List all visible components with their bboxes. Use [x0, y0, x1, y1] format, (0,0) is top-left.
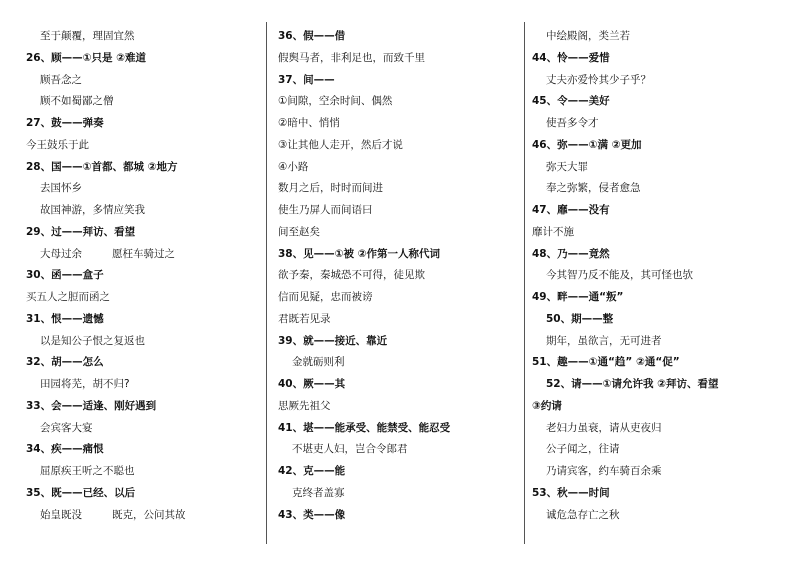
- entry-heading: [278, 461, 518, 483]
- line-text: ③约请: [532, 399, 562, 412]
- line-text: ②暗中、悄悄: [278, 117, 340, 129]
- example-line: [278, 287, 518, 309]
- example-line: [532, 113, 772, 135]
- line-text: 以是知公子恨之复返也: [40, 334, 145, 347]
- example-line: [532, 157, 772, 179]
- entry-heading: [26, 439, 260, 461]
- example-line: [532, 178, 772, 200]
- line-text: 46、弥——①满 ②更加: [532, 138, 642, 151]
- example-line: [26, 244, 260, 266]
- entry-heading: [26, 48, 260, 70]
- line-text: 买五人之脰而函之: [26, 291, 110, 303]
- entry-heading: [26, 309, 260, 331]
- entry-heading: [532, 396, 772, 418]
- line-text: 38、见——①被 ②作第一人称代词: [278, 247, 441, 260]
- line-text: 30、函——盒子: [26, 269, 104, 282]
- line-text: 数月之后，时时而间进: [278, 182, 383, 195]
- entry-heading: [532, 287, 772, 309]
- line-text: 使吾多令才: [546, 117, 599, 129]
- line-text: 44、怜——爱惜: [532, 51, 610, 64]
- line-text: 老妇力虽衰，请从吏夜归: [546, 421, 662, 434]
- entry-heading: [278, 374, 518, 396]
- line-text: 53、秋——时间: [532, 486, 610, 499]
- line-text: 26、顾——①只是 ②难道: [26, 51, 147, 64]
- line-text: 奉之弥繁，侵者愈急: [546, 182, 641, 195]
- line-text: 39、就——接近、靠近: [278, 334, 388, 347]
- entry-heading: [532, 309, 772, 331]
- line-text: 32、胡——怎么: [26, 356, 104, 369]
- entry-heading: [532, 483, 772, 505]
- example-line: [278, 222, 518, 244]
- line-text: 41、堪——能承受、能禁受、能忍受: [278, 421, 451, 434]
- line-text: 50、期——整: [546, 312, 614, 325]
- line-text: 金就砺则利: [292, 356, 345, 369]
- line-text: ④小路: [278, 160, 309, 173]
- line-text: 间至赵矣: [278, 225, 320, 238]
- line-text: 42、克——能: [278, 465, 346, 477]
- line-text: 克终者盖寡: [292, 486, 345, 499]
- example-line: [26, 70, 260, 92]
- line-text: 靡计不施: [532, 225, 574, 238]
- line-text: 29、过——拜访、看望: [26, 225, 136, 238]
- line-text: 田园将芜，胡不归?: [40, 378, 130, 390]
- line-text: 期年，虽欲言，无可进者: [546, 334, 662, 347]
- line-text: ①间隙，空余时间、偶然: [278, 95, 393, 108]
- line-text: 47、靡——没有: [532, 204, 610, 216]
- line-text: 35、既——已经、以后: [26, 486, 136, 499]
- line-text: 故国神游，多情应笑我: [40, 204, 145, 216]
- entry-heading: [278, 244, 518, 266]
- line-text: 使生乃屏人而间语曰: [278, 204, 373, 216]
- example-line: [26, 374, 260, 396]
- example-line: [532, 418, 772, 440]
- example-line: [26, 200, 260, 222]
- line-text: 中绘殿阁，类兰若: [546, 30, 630, 42]
- entry-heading: [278, 418, 518, 440]
- example-line: [26, 26, 260, 48]
- line-text: 弥天大罪: [546, 160, 588, 173]
- entry-heading: [532, 135, 772, 157]
- line-text: ③让其他人走开，然后才说: [278, 138, 403, 151]
- line-text: 今王鼓乐于此: [26, 138, 89, 151]
- line-text: 40、厥——其: [278, 378, 346, 390]
- example-line: [278, 396, 518, 418]
- entry-heading: [26, 352, 260, 374]
- example-line: [532, 222, 772, 244]
- column-3: [532, 26, 772, 526]
- line-text: 今其智乃反不能及，其可怪也欤: [546, 269, 693, 282]
- column-1: [26, 26, 260, 526]
- example-line: [278, 439, 518, 461]
- entry-heading: [26, 483, 260, 505]
- entry-heading: [26, 222, 260, 244]
- line-text: 大母过余: [40, 247, 82, 260]
- entry-heading: [532, 244, 772, 266]
- line-text: 顾不如蜀鄙之僧: [40, 95, 114, 108]
- entry-heading: [278, 26, 518, 48]
- example-line: [278, 113, 518, 135]
- line-text: 33、会——适逢、刚好遇到: [26, 399, 157, 412]
- line-text: 31、恨——遗憾: [26, 312, 104, 325]
- entry-heading: [532, 48, 772, 70]
- line-text: 假舆马者，非利足也，而致千里: [278, 51, 425, 64]
- line-text: 27、鼓——弹奏: [26, 117, 104, 129]
- example-line: [278, 91, 518, 113]
- example-line: [532, 439, 772, 461]
- entry-heading: [26, 113, 260, 135]
- example-line: [532, 331, 772, 353]
- entry-heading: [532, 91, 772, 113]
- line-text: 49、畔——通“叛”: [532, 291, 624, 303]
- entry-heading: [278, 70, 518, 92]
- entry-heading: [26, 396, 260, 418]
- line-text: 45、令——美好: [532, 95, 610, 108]
- line-text: 不堪吏人妇，岂合令郎君: [292, 443, 408, 456]
- example-line: [26, 178, 260, 200]
- entry-heading: [278, 331, 518, 353]
- column-divider: [524, 22, 525, 544]
- line-text: 28、国——①首都、都城 ②地方: [26, 160, 178, 173]
- line-text: 欲予秦，秦城恐不可得，徒见欺: [278, 269, 425, 282]
- line-text: 信而见疑，忠而被谤: [278, 291, 373, 303]
- entry-heading: [278, 505, 518, 527]
- line-text: 36、假——借: [278, 30, 346, 42]
- line-text: 乃请宾客，约车骑百余乘: [546, 465, 662, 477]
- line-text: 诚危急存亡之秋: [546, 508, 620, 521]
- example-line: [278, 157, 518, 179]
- example-line: [532, 26, 772, 48]
- line-text: 思厥先祖父: [278, 399, 331, 412]
- line-text: 公子闻之，往请: [546, 443, 620, 456]
- example-line: [278, 483, 518, 505]
- entry-heading: [26, 265, 260, 287]
- column-divider: [266, 22, 267, 544]
- line-text: 52、请——①请允许我 ②拜访、看望: [546, 378, 719, 390]
- example-line: [26, 287, 260, 309]
- example-line: [278, 178, 518, 200]
- line-text-second: 既克，公问其故: [112, 508, 186, 521]
- example-line: [278, 48, 518, 70]
- example-line: [26, 135, 260, 157]
- example-line: [278, 200, 518, 222]
- line-text: 48、乃——竟然: [532, 247, 610, 260]
- example-line: [532, 70, 772, 92]
- line-text: 去国怀乡: [40, 182, 82, 195]
- column-2: [278, 26, 518, 526]
- example-line: [278, 135, 518, 157]
- entry-heading: [26, 157, 260, 179]
- example-line: [26, 461, 260, 483]
- line-text: 至于颠覆，理固宜然: [40, 30, 135, 42]
- example-line: [278, 352, 518, 374]
- line-text: 34、疾——痛恨: [26, 443, 104, 456]
- example-line: [532, 265, 772, 287]
- example-line: [532, 461, 772, 483]
- line-text: 43、类——像: [278, 508, 346, 521]
- entry-heading: [532, 352, 772, 374]
- line-text: 51、趣——①通“趋” ②通“促”: [532, 356, 680, 369]
- line-text: 丈夫亦爱怜其少子乎？: [546, 73, 651, 86]
- entry-heading: [532, 374, 772, 396]
- line-text: 37、间——: [278, 73, 335, 86]
- line-text: 君既若见录: [278, 312, 331, 325]
- example-line: [26, 418, 260, 440]
- example-line: [532, 505, 772, 527]
- line-text-second: 愿枉车骑过之: [112, 247, 175, 260]
- line-text: 屈原疾王听之不聪也: [40, 465, 135, 477]
- example-line: [26, 91, 260, 113]
- example-line: [278, 309, 518, 331]
- example-line: [26, 331, 260, 353]
- line-text: 始皇既没: [40, 508, 82, 521]
- line-text: 顾吾念之: [40, 73, 82, 86]
- example-line: [278, 265, 518, 287]
- entry-heading: [532, 200, 772, 222]
- example-line: [26, 505, 260, 527]
- line-text: 会宾客大宴: [40, 421, 93, 434]
